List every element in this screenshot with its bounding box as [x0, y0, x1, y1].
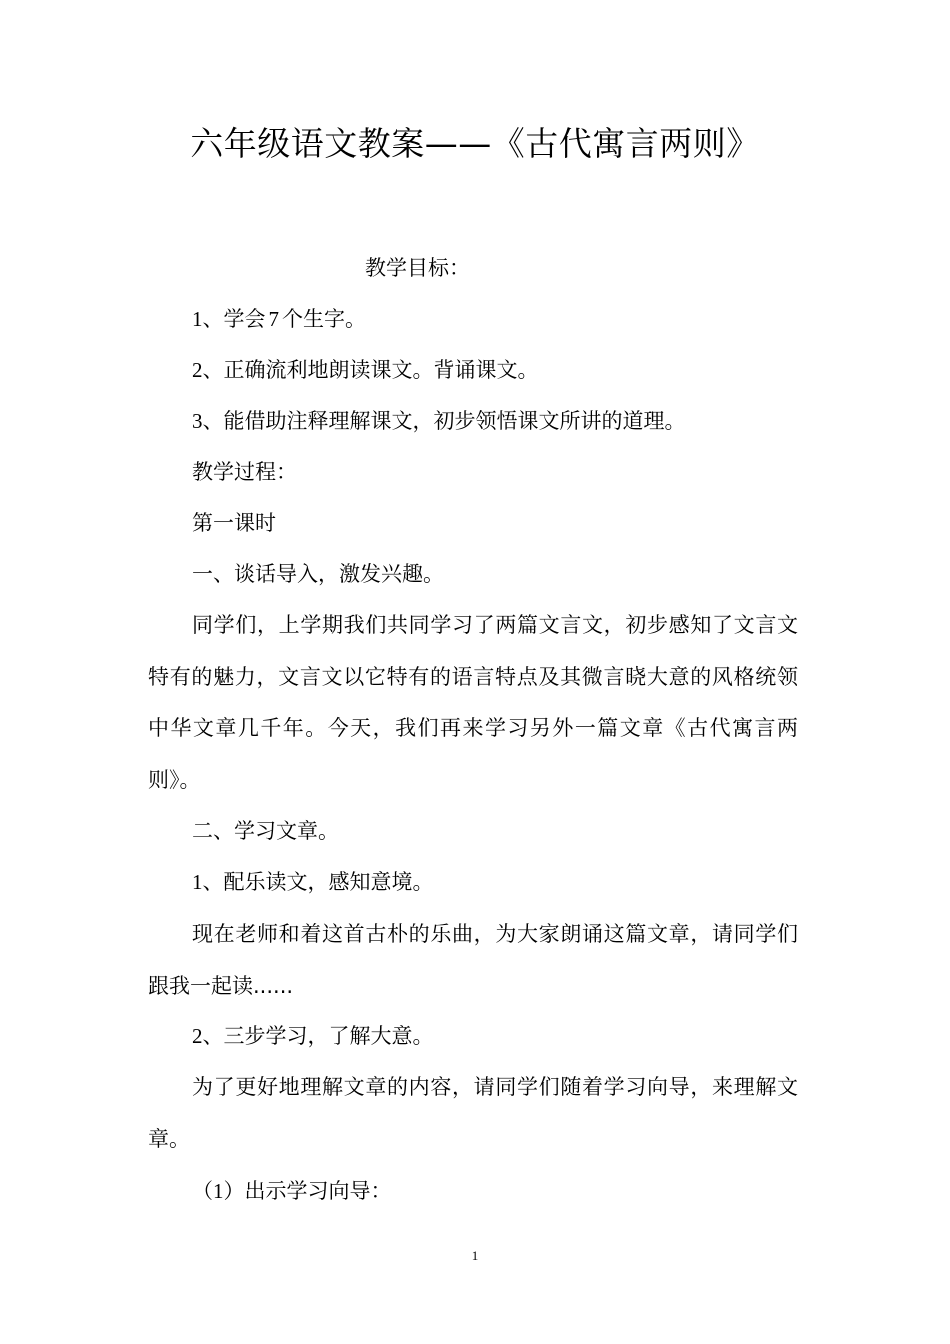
- objective-text: 、能借助注释理解课文，初步领悟课文所讲的道理。: [202, 409, 686, 433]
- step-text: 、三步学习，了解大意。: [202, 1024, 434, 1048]
- objective-text: 、正确流利地朗读课文。背诵课文。: [202, 358, 539, 382]
- objective-number: 3: [192, 409, 203, 433]
- objective-item-2: [192, 352, 539, 388]
- objective-number: 1: [192, 307, 203, 331]
- guide-number: 1: [213, 1179, 224, 1203]
- objective-count: 7: [268, 307, 279, 331]
- step-one-paragraph: 现在老师和着这首古朴的乐曲，为大家朗诵这篇文章，请同学们跟我一起读......: [148, 922, 798, 998]
- step-number: 1: [192, 870, 203, 894]
- step-two-paragraph: 为了更好地理解文章的内容，请同学们随着学习向导，来理解文章。: [148, 1075, 798, 1151]
- guide-open-paren: （: [192, 1179, 213, 1203]
- objective-text-tail: 个生字。: [282, 307, 366, 331]
- objective-number: 2: [192, 358, 203, 382]
- objective-text: 、学会: [202, 307, 266, 331]
- section-two-heading: 二、学习文章。: [192, 819, 339, 843]
- objectives-heading: 教学目标：: [365, 256, 470, 280]
- objective-item-3: [192, 403, 686, 439]
- objective-item-1: [192, 301, 366, 337]
- step-number: 2: [192, 1024, 203, 1048]
- lesson-label: 第一课时: [192, 511, 276, 535]
- section-one-heading: 一、谈话导入，激发兴趣。: [192, 562, 444, 586]
- guide-text: ）出示学习向导：: [223, 1179, 392, 1203]
- guide-heading: [192, 1173, 392, 1209]
- step-text: 、配乐读文，感知意境。: [202, 870, 434, 894]
- document-title: 六年级语文教案——《古代寓言两则》: [190, 124, 760, 163]
- process-heading: 教学过程：: [192, 460, 297, 484]
- step-two-heading: [192, 1018, 434, 1054]
- section-one-paragraph: 同学们，上学期我们共同学习了两篇文言文，初步感知了文言文特有的魅力，文言文以它特有的语言特点及其微言晓大意的风格统领中华文章几千年。今天，我们再来学习另外一篇文章《古代寓言两则》。: [148, 613, 798, 792]
- step-one-heading: [192, 864, 434, 900]
- page-number: 1: [471, 1248, 479, 1263]
